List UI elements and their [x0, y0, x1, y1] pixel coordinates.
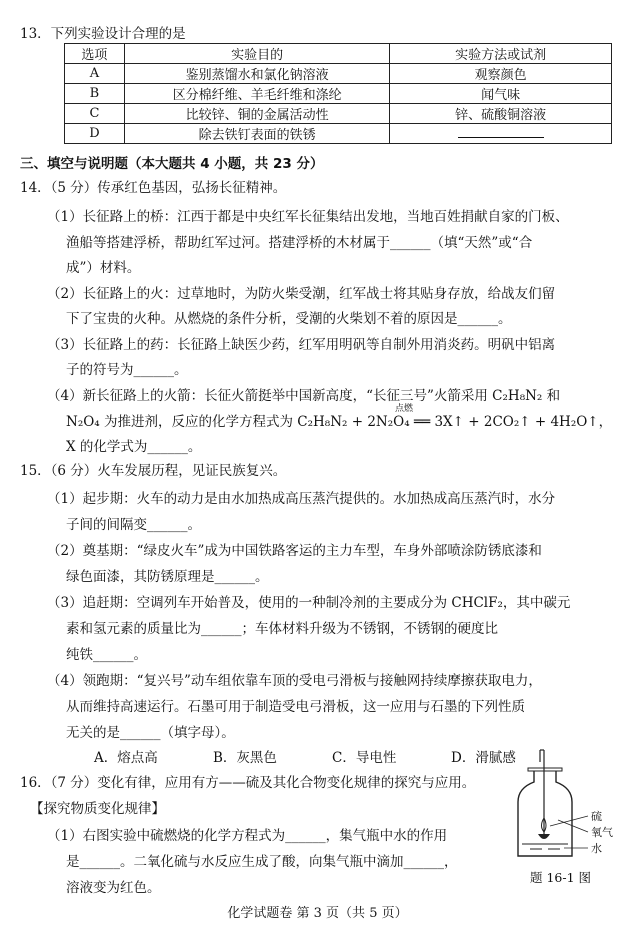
q14-line: 成”）材料。 — [66, 260, 141, 276]
choice-c: C．导电性 — [332, 750, 397, 766]
label-leader-oxygen — [558, 820, 588, 832]
answer-blank — [458, 125, 544, 138]
jar-lid — [528, 768, 562, 771]
table-cell-blank — [390, 124, 612, 144]
table-cell: 锌、硫酸铜溶液 — [390, 104, 612, 124]
table-row — [65, 104, 612, 124]
q14-line: （1）长征路上的桥：江西于都是中央红军长征集结出发地，当地百姓捐献自家的门板、 — [47, 209, 569, 225]
q15-line: 无关的是______（填字母）。 — [66, 725, 235, 741]
table-cell: B — [65, 84, 125, 104]
choice-d: D．滑腻感 — [451, 750, 516, 766]
q16-line: 是______。二氧化硫与水反应生成了酸，向集气瓶中滴加______， — [66, 854, 458, 870]
table-cell: 比较锌、铜的金属活动性 — [124, 104, 389, 124]
table-row — [65, 84, 612, 104]
table-row — [65, 124, 612, 144]
table-cell: 区分棉纤维、羊毛纤维和涤纶 — [124, 84, 389, 104]
ignite-condition: 点燃 — [395, 404, 414, 414]
q15-line: 素和氢元素的质量比为______；车体材料升级为不锈钢，不锈钢的硬度比 — [66, 621, 498, 637]
q14-line: 子的符号为______。 — [66, 362, 188, 378]
table-cell: 观察颜色 — [390, 64, 612, 84]
q14-line: 渔船等搭建浮桥，帮助红军过河。搭建浮桥的木材属于______（填“天然”或“合 — [66, 235, 533, 251]
table-header-row — [65, 44, 612, 64]
q14-line: （2）长征路上的火：过草地时，为防火柴受潮，红军战士将其贴身存放，给战友们留 — [47, 286, 556, 302]
q14-line: X 的化学式为______。 — [66, 439, 202, 455]
q16-title: 16．（7 分）变化有律，应用有方——硫及其化合物变化规律的探究与应用。 — [20, 775, 476, 791]
table-cell: C — [65, 104, 125, 124]
table-cell: 鉴别蒸馏水和氯化钠溶液 — [124, 64, 389, 84]
q15-title: 15．（6 分）火车发展历程，见证民族复兴。 — [20, 463, 287, 479]
q14-line: 下了宝贵的火种。从燃烧的条件分析，受潮的火柴划不着的原因是______。 — [66, 311, 512, 327]
q16-line: 溶液变为红色。 — [66, 880, 161, 896]
page-footer: 化学试题卷 第 3 页（共 5 页） — [227, 906, 408, 921]
gas-jar — [518, 771, 572, 856]
q15-line: 从而维持高速运行。石墨可用于制造受电弓滑板，这一应用与石墨的下列性质 — [66, 699, 525, 715]
q14-line: N₂O₄ 为推进剂，反应的化学方程式为 C₂H₈N₂ + 2N₂O₄ ══ 3X↑ + 2CO₂↑ + 4H₂O↑， — [66, 414, 613, 430]
q14-line: （3）长征路上的药：长征路上缺医少药，红军用明矾等自制外用消炎药。明矾中铝离 — [47, 337, 556, 353]
header-purpose: 实验目的 — [124, 44, 389, 64]
table-cell: 除去铁钉表面的铁锈 — [124, 124, 389, 144]
section-title: 三、填空与说明题（本大题共 4 小题，共 23 分） — [20, 156, 324, 172]
q15-line: 绿色面漆，其防锈原理是______。 — [66, 569, 269, 585]
q15-line: （1）起步期：火车的动力是由水加热成高压蒸汽提供的。水加热成高压蒸汽时，水分 — [47, 491, 556, 507]
gas-jar-figure — [508, 748, 628, 866]
q16-subtitle: 【探究物质变化规律】 — [30, 801, 165, 817]
choice-b: B．灰黑色 — [213, 750, 277, 766]
q15-line: 子间的间隔变______。 — [66, 517, 201, 533]
label-water: 水 — [591, 842, 602, 855]
label-oxygen: 氧气 — [591, 826, 613, 839]
label-sulfur: 硫 — [591, 810, 602, 823]
q13-title: 13．下列实验设计合理的是 — [20, 26, 186, 42]
header-method: 实验方法或试剂 — [390, 44, 612, 64]
q14-line: （4）新长征路上的火箭：长征火箭挺举中国新高度，“长征三号”火箭采用 C₂H₈N₂ 和 — [47, 388, 561, 404]
choice-a: A．熔点高 — [94, 750, 158, 766]
table-row — [65, 64, 612, 84]
q13-table — [64, 43, 612, 144]
table-cell: A — [65, 64, 125, 84]
deflagration-spoon — [538, 834, 550, 839]
table-cell: D — [65, 124, 125, 144]
q15-line: （2）奠基期：“绿皮火车”成为中国铁路客运的主力车型，车身外部喷涂防锈底漆和 — [47, 543, 542, 559]
header-option: 选项 — [65, 44, 125, 64]
q14-title: 14．（5 分）传承红色基因，弘扬长征精神。 — [20, 180, 287, 196]
q15-line: （3）追赶期：空调列车开始普及，使用的一种制冷剂的主要成分为 CHClF₂，其中碳元 — [47, 595, 571, 611]
table-cell: 闻气味 — [390, 84, 612, 104]
q15-line: 纯铁______。 — [66, 647, 147, 663]
q15-line: （4）领跑期：“复兴号”动车组依靠车顶的受电弓滑板与接触网持续摩擦获取电力， — [47, 673, 542, 689]
q16-line: （1）右图实验中硫燃烧的化学方程式为______，集气瓶中水的作用 — [47, 828, 448, 844]
figure-caption: 题 16-1 图 — [530, 870, 592, 885]
